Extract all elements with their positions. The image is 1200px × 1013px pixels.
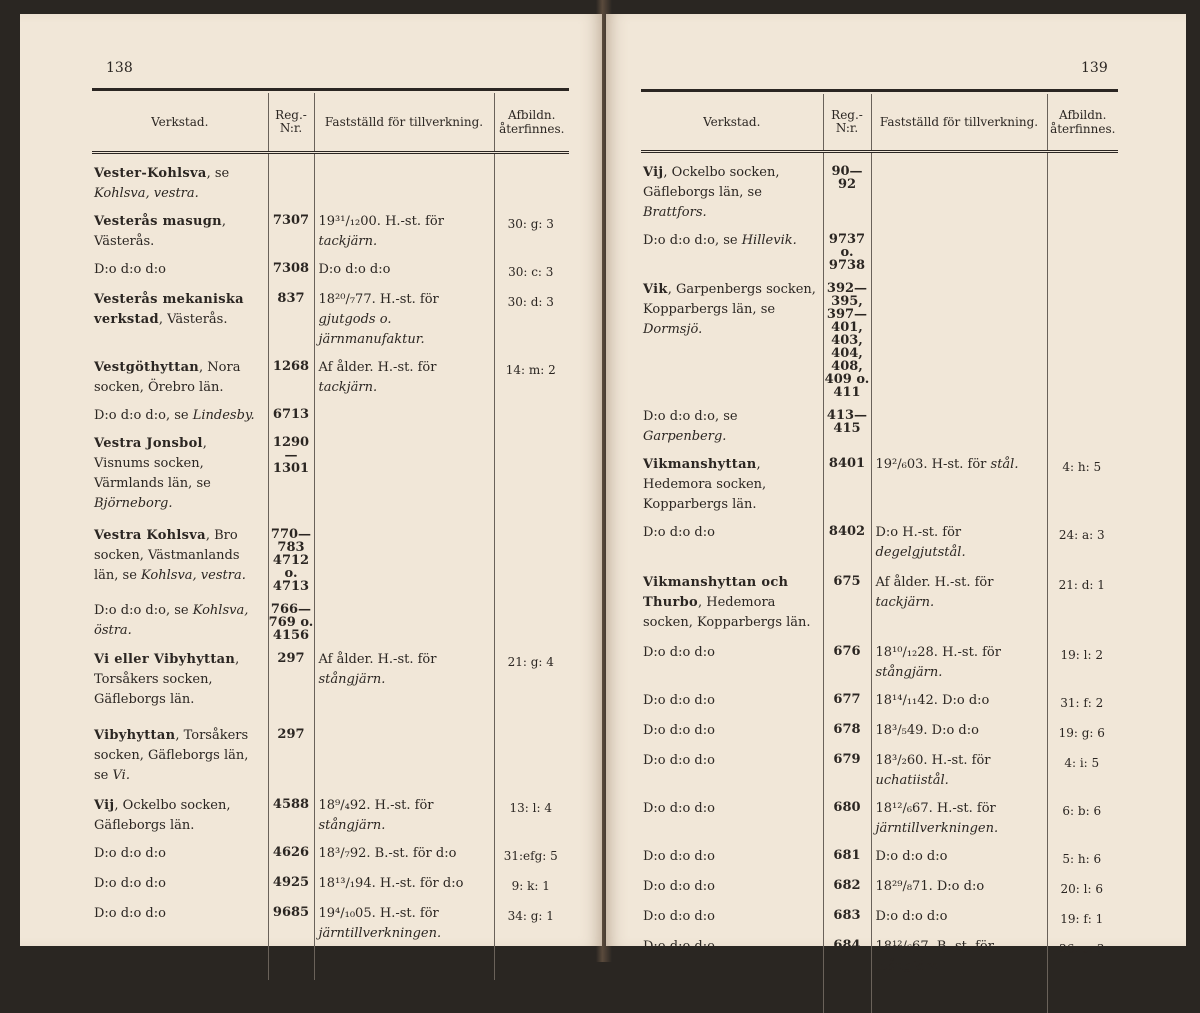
table-row — [92, 404, 569, 432]
register-table — [92, 93, 569, 980]
cell-afbildn — [495, 404, 570, 414]
cell-verkstad: Vikmanshyttan, Hedemora socken, Kopparbergs län. — [643, 457, 767, 512]
table-row — [641, 229, 1118, 278]
table-row — [641, 278, 1118, 405]
cell-faststalld: 18¹²/₆67. B.-st. för stångjärn. — [875, 939, 994, 974]
cell-verkstad: D:o d:o d:o — [643, 879, 715, 894]
cell-faststalld — [319, 404, 494, 412]
cell-afbildn: 24: a: 3 — [1058, 528, 1105, 542]
table-row — [92, 599, 569, 648]
cell-faststalld: 18³/₅49. D:o d:o — [875, 723, 979, 738]
cell-verkstad: D:o d:o d:o — [94, 262, 166, 277]
cell-faststalld: Af ålder. H.-st. för tackjärn. — [875, 575, 994, 610]
cell-reg: 675 — [833, 574, 861, 589]
cell-afbildn: 19: l: 2 — [1060, 648, 1103, 662]
cell-reg: 413—415 — [826, 408, 868, 436]
col-header-afbildn: Afbildn. återfinnes. — [494, 93, 569, 153]
cell-reg: 4626 — [272, 845, 310, 860]
cell-faststalld — [876, 278, 1047, 286]
cell-verkstad: D:o d:o d:o, se Lindesby. — [94, 408, 255, 423]
table-row — [92, 356, 569, 404]
col-header-reg: Reg.- N:r. — [823, 94, 871, 152]
col-header-faststalld: Fastställd för tillverkning. — [871, 94, 1047, 152]
cell-faststalld: Af ålder. H.-st. för tackjärn. — [318, 360, 437, 395]
cell-verkstad: D:o d:o d:o — [643, 801, 715, 816]
cell-verkstad: D:o d:o d:o, se Garpenberg. — [643, 409, 738, 444]
cell-faststalld: D:o d:o d:o — [318, 262, 391, 277]
cell-afbildn — [1048, 405, 1119, 415]
table-row — [92, 842, 569, 872]
table-row — [92, 902, 569, 950]
table-row — [641, 905, 1118, 935]
table-row — [92, 432, 569, 524]
cell-afbildn: 19: g: 6 — [1058, 726, 1105, 740]
cell-afbildn: 30: d: 3 — [507, 295, 554, 309]
cell-reg: 678 — [833, 722, 861, 737]
cell-faststalld — [876, 229, 1047, 237]
cell-faststalld — [876, 405, 1047, 413]
cell-afbildn: 4: i: 5 — [1064, 756, 1100, 770]
table-row — [641, 453, 1118, 521]
cell-reg: 392—395, 397—401, 403, 404, 408, 409 o. 411 — [824, 281, 870, 400]
cell-faststalld: 19²/₆03. H-st. för stål. — [875, 457, 1019, 472]
cell-faststalld: 18⁹/₄92. H.-st. för stångjärn. — [318, 798, 434, 833]
cell-verkstad: D:o d:o d:o — [94, 906, 166, 921]
cell-afbildn: 6: b: 6 — [1062, 804, 1102, 818]
cell-faststalld: 19³¹/₁₂00. H.-st. för tackjärn. — [318, 214, 444, 249]
cell-faststalld: D:o H.-st. för degelgjutstål. — [875, 525, 966, 560]
table-row — [92, 288, 569, 356]
cell-verkstad: Vij, Ockelbo socken, Gäfleborgs län. — [94, 798, 231, 833]
cell-verkstad: Vij, Ockelbo socken, Gäfleborgs län, se Brattfors. — [643, 165, 780, 220]
cell-afbildn: 30: g: 3 — [507, 217, 554, 231]
cell-verkstad: D:o d:o d:o, se Hillevik. — [643, 233, 797, 248]
cell-verkstad: D:o d:o d:o — [643, 723, 715, 738]
cell-verkstad: Vibyhyttan, Torsåkers socken, Gäfleborgs län, se Vi. — [94, 728, 249, 783]
cell-reg: 1268 — [272, 359, 310, 374]
cell-reg: 9685 — [272, 905, 310, 920]
cell-verkstad: D:o d:o d:o, se Kohlsva, östra. — [94, 603, 249, 638]
col-header-verkstad: Verkstad. — [641, 94, 823, 152]
cell-verkstad: D:o d:o d:o — [94, 846, 166, 861]
cell-afbildn: 21: g: 4 — [507, 655, 554, 669]
cell-afbildn — [1048, 278, 1119, 288]
cell-verkstad: D:o d:o d:o — [643, 525, 715, 540]
cell-reg: 683 — [833, 908, 861, 923]
cell-reg: 679 — [833, 752, 861, 767]
header-rule — [92, 88, 569, 91]
table-row — [641, 521, 1118, 571]
cell-verkstad: Vesterås masugn, Västerås. — [94, 214, 227, 249]
cell-reg: 681 — [833, 848, 861, 863]
table-row — [641, 749, 1118, 797]
cell-verkstad: D:o d:o d:o — [643, 693, 715, 708]
cell-verkstad: D:o d:o d:o — [643, 909, 715, 924]
table-row — [641, 405, 1118, 453]
cell-afbildn: 21: d: 1 — [1058, 578, 1105, 592]
header-rule — [641, 89, 1118, 92]
cell-reg: 7307 — [272, 213, 310, 228]
cell-faststalld: 19⁴/₁₀05. H.-st. för järntillverkningen. — [318, 906, 442, 941]
table-row — [92, 210, 569, 258]
cell-faststalld: 18¹³/₁94. H.-st. för d:o — [318, 876, 464, 891]
cell-afbildn: 4: h: 5 — [1062, 460, 1102, 474]
table-header-row — [641, 94, 1118, 152]
page-right — [606, 14, 1186, 974]
table-row — [641, 719, 1118, 749]
table-row — [92, 724, 569, 794]
cell-afbildn — [495, 724, 570, 736]
cell-verkstad: D:o d:o d:o — [643, 753, 715, 768]
cell-verkstad: Vik, Garpenbergs socken, Kopparbergs län, se Dormsjö. — [643, 282, 816, 337]
cell-faststalld — [319, 524, 494, 532]
cell-faststalld — [319, 599, 494, 607]
cell-afbildn — [495, 599, 570, 609]
cell-reg: 8402 — [828, 524, 866, 539]
cell-afbildn: 26: c: 3 — [1059, 942, 1105, 956]
cell-reg: 9737 o. 9738 — [828, 232, 866, 273]
cell-faststalld — [876, 161, 1047, 169]
cell-afbildn: 14: m: 2 — [505, 363, 556, 377]
table-row — [641, 161, 1118, 229]
cell-afbildn — [495, 432, 570, 446]
table-row — [641, 935, 1118, 983]
cell-faststalld: 18³/₂60. H.-st. för uchatiistål. — [875, 753, 991, 788]
cell-faststalld — [319, 724, 494, 734]
cell-afbildn: 31:efg: 5 — [503, 849, 558, 863]
table-row — [92, 794, 569, 842]
cell-afbildn: 5: h: 6 — [1062, 852, 1102, 866]
cell-verkstad: Vikmanshyttan och Thurbo, Hedemora socken, Kopparbergs län. — [643, 575, 811, 630]
table-row — [92, 162, 569, 210]
col-header-reg: Reg.- N:r. — [268, 93, 314, 153]
cell-reg: 7308 — [272, 261, 310, 276]
cell-reg: 676 — [833, 644, 861, 659]
cell-reg — [269, 162, 314, 172]
table-row — [641, 845, 1118, 875]
page-number: 139 — [1081, 60, 1108, 76]
cell-reg: 4925 — [272, 875, 310, 890]
cell-faststalld: 18³/₇92. B.-st. för d:o — [318, 846, 457, 861]
table-row — [641, 641, 1118, 689]
cell-verkstad: Vester-Kohlsva, se Kohlsva, vestra. — [94, 166, 230, 201]
cell-reg: 680 — [833, 800, 861, 815]
cell-afbildn: 34: g: 1 — [507, 909, 554, 923]
cell-afbildn — [495, 524, 570, 534]
cell-reg: 6713 — [272, 407, 310, 422]
cell-reg: 8401 — [828, 456, 866, 471]
register-table — [641, 94, 1118, 1013]
cell-verkstad: D:o d:o d:o — [643, 849, 715, 864]
cell-reg: 770—783 4712 o. 4713 — [270, 527, 312, 594]
cell-faststalld: 18²⁰/₇77. H.-st. för gjutgods o. järnmanufaktur. — [318, 292, 439, 347]
cell-faststalld: 18¹²/₆67. H.-st. för järntillverkningen. — [875, 801, 999, 836]
cell-verkstad: Vestra Kohlsva, Bro socken, Västmanlands län, se Kohlsva, vestra. — [94, 528, 246, 583]
cell-verkstad: Vesterås mekaniska verkstad, Västerås. — [94, 292, 244, 327]
table-row — [641, 689, 1118, 719]
cell-afbildn: 13: l: 4 — [509, 801, 552, 815]
cell-afbildn: 9: k: 1 — [511, 879, 550, 893]
cell-faststalld: 18¹⁰/₁₂28. H.-st. för stångjärn. — [875, 645, 1001, 680]
cell-reg: 4588 — [272, 797, 310, 812]
table-row — [641, 571, 1118, 641]
cell-afbildn: 20: l: 6 — [1060, 882, 1103, 896]
table-row — [641, 797, 1118, 845]
cell-verkstad: Vestra Jonsbol, Visnums socken, Värmlands län, se Björneborg. — [94, 436, 211, 511]
cell-verkstad: D:o d:o d:o — [94, 876, 166, 891]
table-row — [641, 875, 1118, 905]
page-left — [20, 14, 602, 946]
cell-afbildn — [1048, 229, 1119, 239]
cell-afbildn: 19: f: 1 — [1060, 912, 1104, 926]
cell-afbildn: 30: c: 3 — [508, 265, 554, 279]
cell-verkstad: Vestgöthyttan, Nora socken, Örebro län. — [94, 360, 241, 395]
cell-reg: 90—92 — [831, 164, 863, 192]
col-header-faststalld: Fastställd för tillverkning. — [314, 93, 494, 153]
page-number: 138 — [106, 60, 133, 76]
table-row — [92, 258, 569, 288]
table-row — [92, 872, 569, 902]
cell-reg: 766—769 o. 4156 — [268, 602, 314, 643]
cell-reg: 677 — [833, 692, 861, 707]
cell-reg: 682 — [833, 878, 861, 893]
cell-reg: 1290—1301 — [272, 435, 310, 476]
cell-faststalld: 18¹⁴/₁₁42. D:o d:o — [875, 693, 990, 708]
table-header-row — [92, 93, 569, 153]
cell-faststalld: D:o d:o d:o — [875, 849, 948, 864]
cell-afbildn — [495, 162, 570, 172]
cell-afbildn: 31: f: 2 — [1060, 696, 1104, 710]
cell-faststalld — [319, 162, 494, 170]
col-header-afbildn: Afbildn. återfinnes. — [1047, 94, 1118, 152]
cell-reg: 297 — [277, 651, 305, 666]
cell-faststalld: 18²⁹/₈71. D:o d:o — [875, 879, 985, 894]
table-row — [92, 648, 569, 724]
table-row — [92, 524, 569, 599]
cell-faststalld — [319, 432, 494, 444]
cell-reg: 297 — [277, 727, 305, 742]
cell-verkstad: Vi eller Vibyhyttan, Torsåkers socken, Gäfleborgs län. — [94, 652, 240, 707]
cell-verkstad: D:o d:o d:o — [643, 939, 715, 954]
cell-reg: 684 — [833, 938, 861, 953]
cell-verkstad: D:o d:o d:o — [643, 645, 715, 660]
cell-faststalld: D:o d:o d:o — [875, 909, 948, 924]
cell-afbildn — [1048, 161, 1119, 171]
col-header-verkstad: Verkstad. — [92, 93, 268, 153]
cell-reg: 837 — [277, 291, 305, 306]
cell-faststalld: Af ålder. H.-st. för stångjärn. — [318, 652, 437, 687]
